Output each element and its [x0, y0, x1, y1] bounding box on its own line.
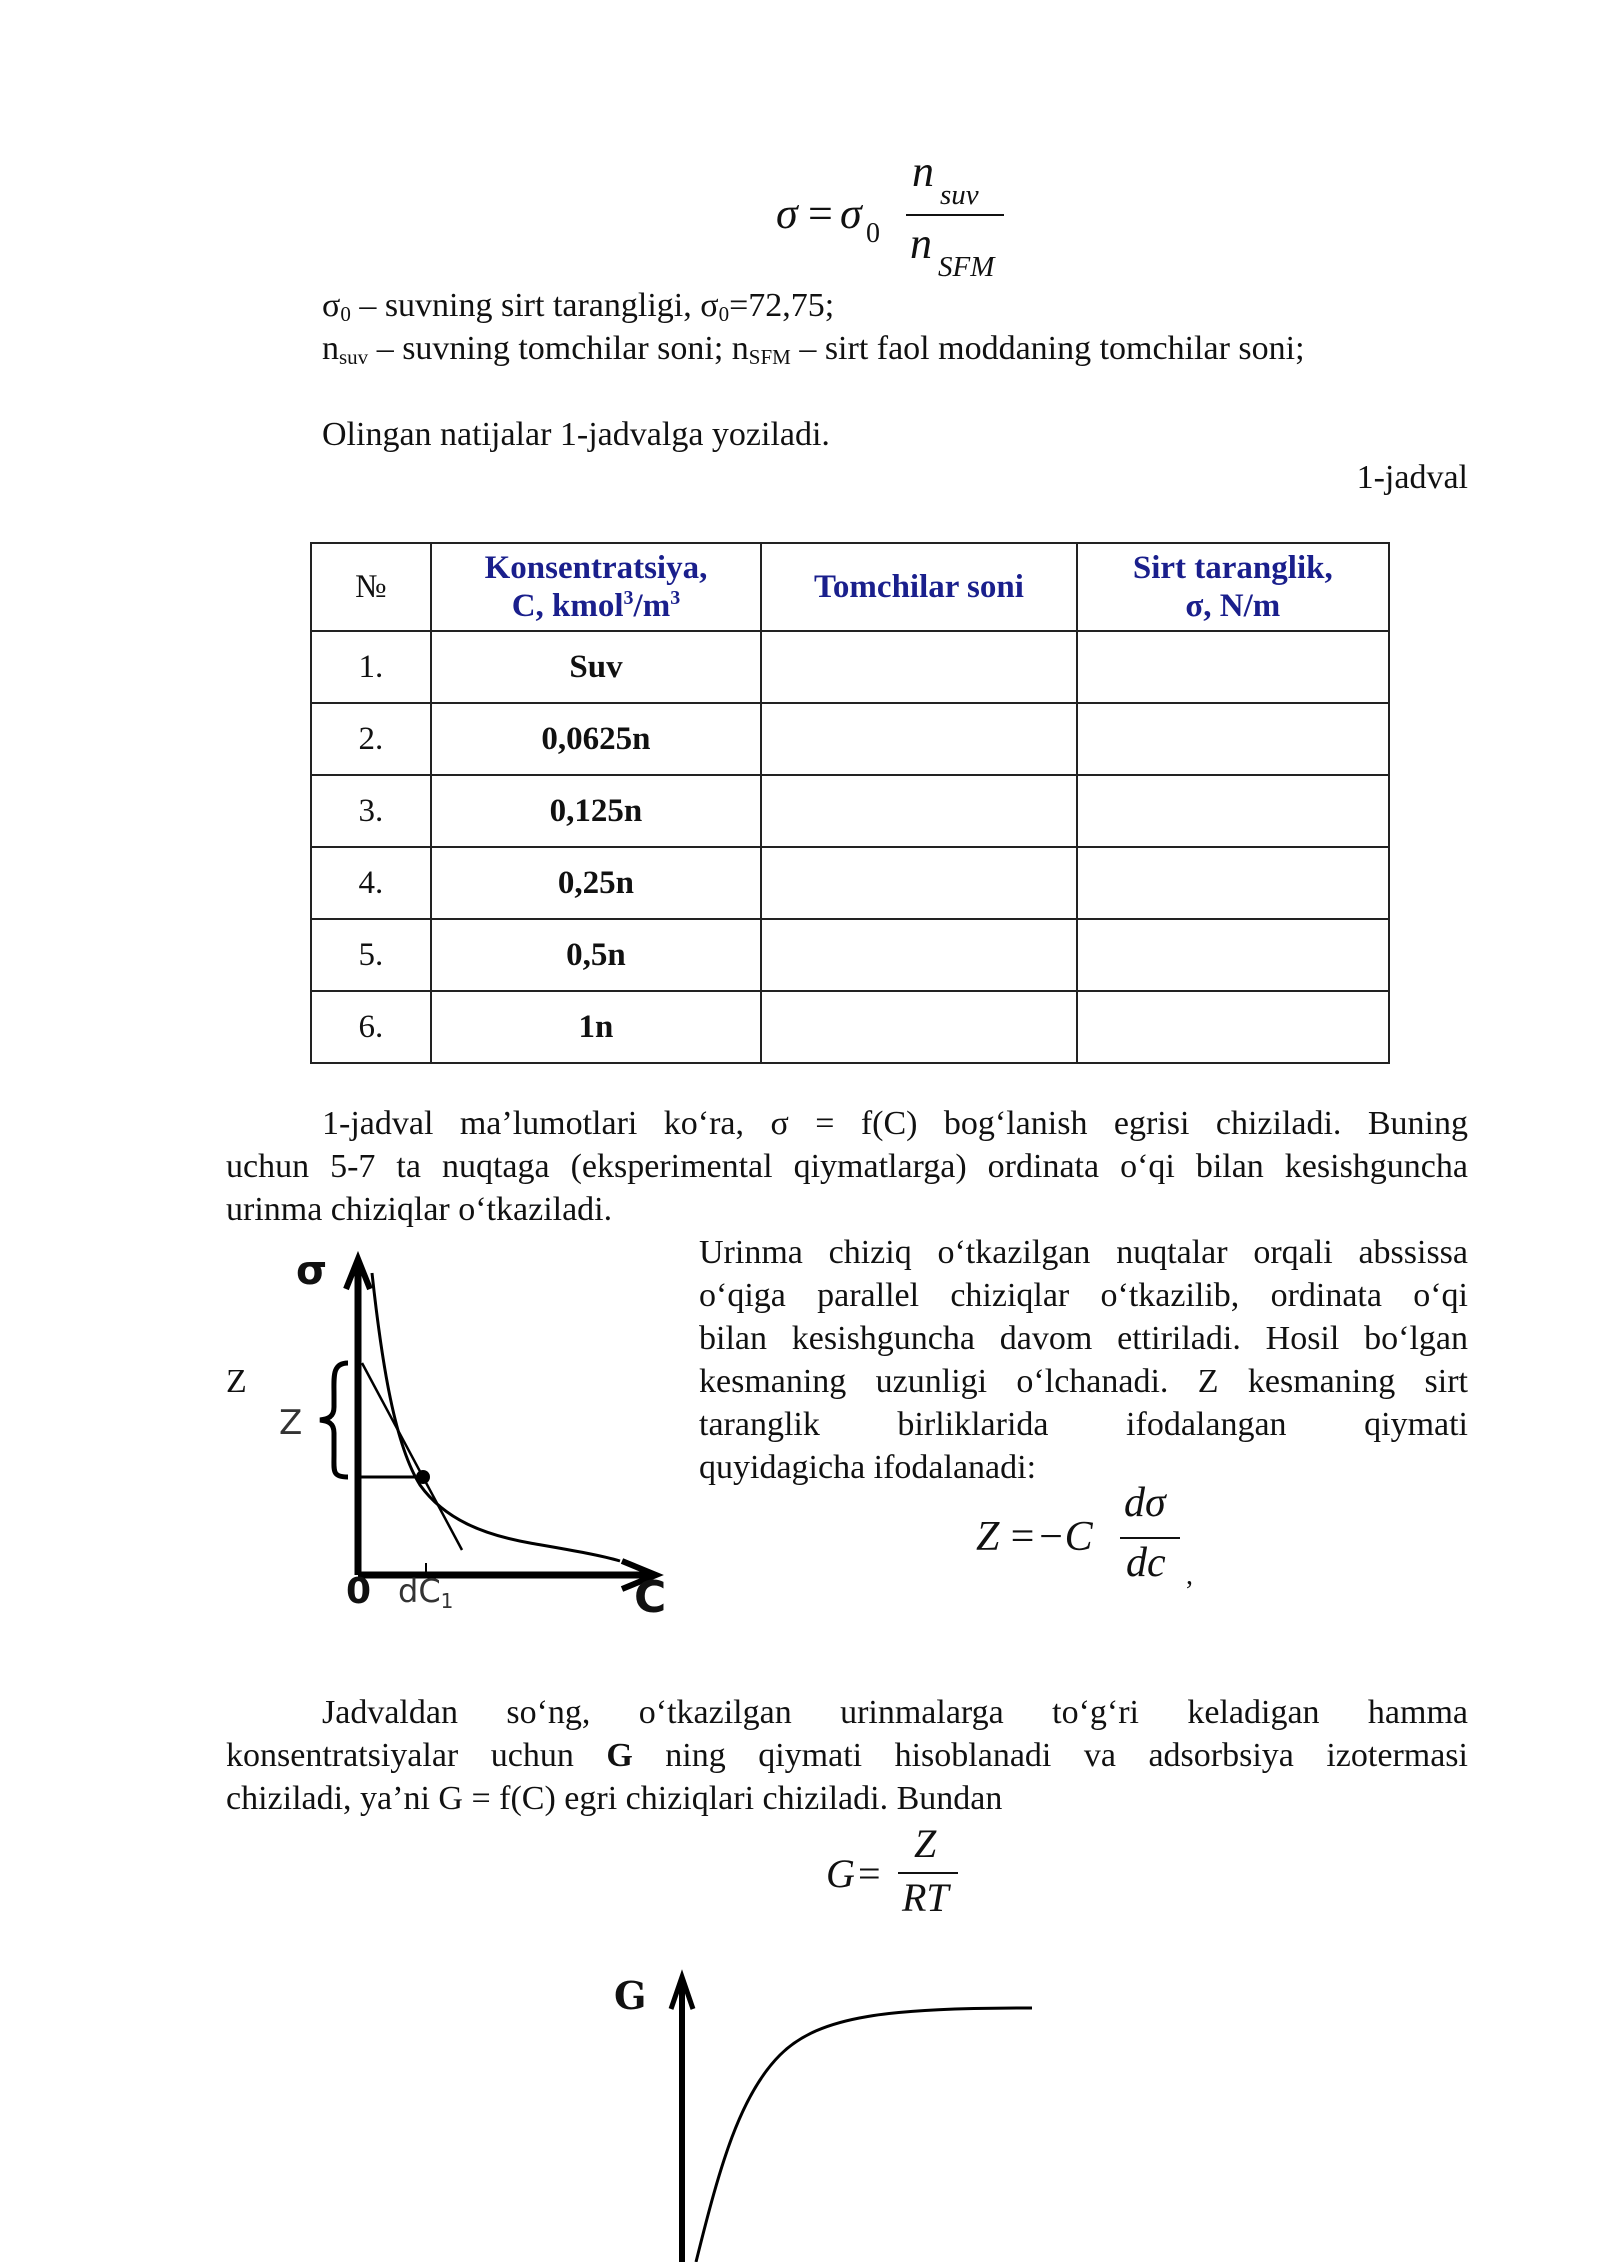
- formula-g-num: Z: [914, 1821, 937, 1866]
- formula-sigma-lhs: σ: [776, 189, 798, 238]
- row-drops-cell: [761, 991, 1076, 1063]
- row-concentration: 0,5n: [431, 919, 762, 991]
- side-text-line-3: bilan kesishguncha davom ettiriladi. Hosil bo‘lgan: [699, 1320, 1468, 1357]
- formula-g-den: RT: [902, 1875, 949, 1920]
- paragraph-2-line-3: chiziladi, ya’ni G = f(C) egri chiziqlari chiziladi. Bundan: [226, 1780, 1003, 1817]
- side-text-line-2: o‘qiga parallel chiziqlar o‘tkazilib, ordinata o‘qi: [699, 1277, 1468, 1314]
- header-concentration: Konsentratsiya, C, $kmol^3/m^3$: [431, 543, 762, 631]
- formula-sigma-eq: =: [808, 189, 833, 238]
- formula-z-num: dσ: [1124, 1480, 1166, 1526]
- formula-z: [976, 1482, 1216, 1602]
- header-drops: Tomchilar soni: [761, 543, 1076, 631]
- row-drops-cell: [761, 847, 1076, 919]
- table-row: [311, 775, 1389, 847]
- side-text-line-6: quyidagicha ifodalanadi:: [699, 1449, 1037, 1486]
- table-row: [311, 919, 1389, 991]
- sigma-curve-line: [372, 1273, 620, 1561]
- row-tension-cell: [1077, 919, 1389, 991]
- row-drops-cell: [761, 703, 1076, 775]
- row-number: 6.: [311, 991, 431, 1063]
- formula-g-eq: =: [858, 1851, 881, 1896]
- tangent-point: [416, 1470, 430, 1484]
- figure-2-isotherm: [660, 1965, 1060, 2262]
- formula-z-comma: ,: [1186, 1560, 1193, 1591]
- tangent-line: [362, 1363, 462, 1550]
- paragraph-2-line-2: konsentratsiyalar uchun G ning qiymati hisoblanadi va adsorbsiya izotermasi: [226, 1737, 1468, 1774]
- figure-1-tick-label: dC1: [398, 1572, 454, 1613]
- row-number: 2.: [311, 703, 431, 775]
- paragraph-1-line-2: uchun 5-7 ta nuqtaga (eksperimental qiymatlarga) ordinata o‘qi bilan kesishguncha: [226, 1148, 1468, 1185]
- formula-g-bar: [898, 1872, 958, 1874]
- formula-z-rhs: =−C: [1008, 1514, 1093, 1560]
- table-header-row: [311, 543, 1389, 631]
- results-table: [310, 542, 1390, 1064]
- table-row: [311, 703, 1389, 775]
- brace: [320, 1363, 348, 1477]
- formula-sigma: [776, 147, 1016, 290]
- row-concentration: Suv: [431, 631, 762, 703]
- row-number: 1.: [311, 631, 431, 703]
- figure-1-sigma-curve: [270, 1245, 690, 1635]
- figure-1-axis-x-label: C: [634, 1572, 667, 1623]
- isotherm-curve: [696, 2008, 1032, 2262]
- header-number: №: [311, 543, 431, 631]
- figure-1-origin-label: 0: [346, 1571, 372, 1612]
- row-drops-cell: [761, 775, 1076, 847]
- definition-line-2: nsuv – suvning tomchilar soni; nSFM – sirt faol moddaning tomchilar soni;: [322, 330, 1305, 369]
- paragraph-2-line-1: Jadvaldan so‘ng, o‘tkazilgan urinmalarga to‘g‘ri keladigan hamma: [322, 1694, 1468, 1731]
- formula-g: [826, 1822, 986, 1932]
- definition-line-1: σ0 – suvning sirt tarangligi, σ0=72,75;: [322, 287, 835, 326]
- results-sentence: Olingan natijalar 1-jadvalga yoziladi.: [322, 416, 830, 453]
- figure-2-axis-y-label: G: [614, 1973, 647, 2018]
- formula-fraction-bar: [906, 214, 1004, 216]
- row-drops-cell: [761, 631, 1076, 703]
- row-drops-cell: [761, 919, 1076, 991]
- row-tension-cell: [1077, 775, 1389, 847]
- formula-z-lhs: Z: [976, 1514, 1000, 1560]
- row-tension-cell: [1077, 991, 1389, 1063]
- formula-z-den: dc: [1126, 1540, 1166, 1586]
- side-text-line-4: kesmaning uzunligi o‘lchanadi. Z kesmaning sirt: [699, 1363, 1468, 1400]
- row-concentration: 0,125n: [431, 775, 762, 847]
- formula-sigma0-sub: 0: [866, 218, 880, 249]
- formula-z-bar: [1120, 1537, 1180, 1539]
- formula-sigma0: σ: [840, 189, 862, 238]
- figure-1-left-label: Z: [226, 1363, 247, 1400]
- row-number: 3.: [311, 775, 431, 847]
- side-text-line-5: taranglik birliklarida ifodalangan qiymati: [699, 1406, 1468, 1443]
- row-tension-cell: [1077, 631, 1389, 703]
- row-tension-cell: [1077, 703, 1389, 775]
- formula-g-lhs: G: [826, 1851, 855, 1896]
- figure-1-brace-label: Z: [279, 1403, 303, 1443]
- formula-den-sub: SFM: [938, 251, 995, 283]
- row-concentration: 0,0625n: [431, 703, 762, 775]
- row-concentration: 0,25n: [431, 847, 762, 919]
- formula-den-n: n: [910, 219, 932, 268]
- paragraph-1-line-3: urinma chiziqlar o‘tkaziladi.: [226, 1191, 613, 1228]
- row-number: 4.: [311, 847, 431, 919]
- table-caption: 1-jadval: [1356, 459, 1468, 496]
- table-row: [311, 631, 1389, 703]
- formula-num-sub: suv: [940, 179, 979, 211]
- row-number: 5.: [311, 919, 431, 991]
- formula-num-n: n: [912, 147, 934, 196]
- row-tension-cell: [1077, 847, 1389, 919]
- figure-1-axis-y-label: σ: [296, 1248, 328, 1294]
- table-row: [311, 847, 1389, 919]
- side-text-line-1: Urinma chiziq o‘tkazilgan nuqtalar orqali abssissa: [699, 1234, 1468, 1271]
- row-concentration: 1n: [431, 991, 762, 1063]
- header-tension: Sirt taranglik, σ, N/m: [1077, 543, 1389, 631]
- table-row: [311, 991, 1389, 1063]
- paragraph-1-line-1: 1-jadval ma’lumotlari ko‘ra, σ = f(C) bog‘lanish egrisi chiziladi. Buning: [322, 1105, 1468, 1142]
